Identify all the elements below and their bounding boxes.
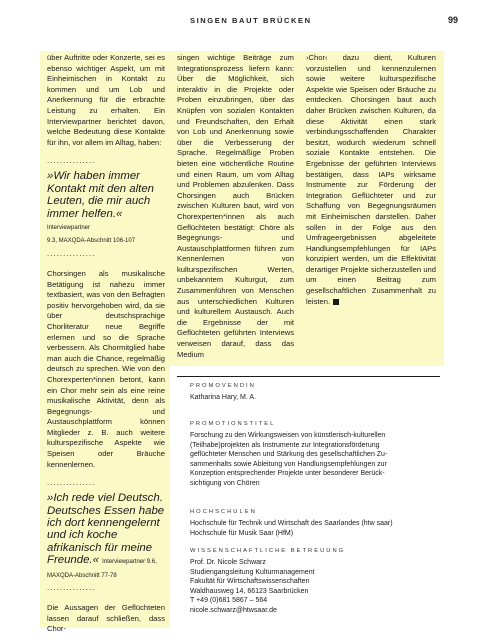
info-promovendin — [190, 383, 440, 403]
quote-text: »Wir haben immer Kontakt mit den alten Leuten, die mir auch immer helfen.« — [47, 170, 155, 220]
info-line: Forschung zu den Wirkungsweisen von künstlerisch-kulturellen — [190, 432, 386, 439]
info-label: PROMOTIONSTITEL — [190, 421, 276, 427]
info-line: Waldhausweg 14, 66123 Saarbrücken — [190, 587, 309, 595]
paragraph: Chorsingen als musikalische Betätigung ist nahezu immer textbasiert, was von den Befragten positiv hervorgehoben wird, da sie über deutschsprachige Chorliteratur neue Begriffe erlernen und so die Sprache verbessern. Als Chormitglied habe man auch die Chance, regelmäßig deutsch zu sprechen. Wie von den Chorexperten*innen betont, kann ein Chor mehr sein als eine reine musikalische Aktivität, denn als Begegnungs- und Austauschplattform können Mitglieder z. B. auch weitere kulturspezifische Aspekte wie Speisen oder Bräuche kennenlernen. — [47, 268, 165, 469]
page-number: 99 — [448, 15, 459, 25]
paragraph-text: ›Chor‹ dazu dient, Kulturen vorzustellen und kennenzulernen sowie weitere kulturspezifische Aspekte wie Speisen oder Bräuche zu entdecken. Chorsingen baut auch daher Brücken zwischen Kulturen, da diese Aktivität einen stark verbindungsschaffenden Charakter besitzt, wodurch wiederum schnell soziale Kontakte entstehen. Die Ergebnisse der geführten Interviews bestätigen, dass IAPs wirksame Instrumente zur Förderung der Integration Geflüchteter und zur Schaffung von Begegnungsräumen mit Einheimischen darstellen. Daher sollen in der Folge aus den Umfrageergebnissen abgeleitete Handlungsempfehlungen für IAPs konzipiert werden, um die Effektivität derartiger Projekte sicherzustellen und um einen Beitrag zum gesellschaftlichen Zusammenhalt zu leisten. — [306, 53, 436, 306]
quote-source: MAXQDA-Abschnitt 77-78 — [47, 572, 117, 579]
info-label: PROMOVENDIN — [190, 383, 256, 389]
info-line: geflüchteter Menschen und Stärkung des gesellschaftlichen Zu- — [190, 451, 388, 459]
running-title: SINGEN BAUT BRÜCKEN — [190, 16, 312, 25]
info-line: T +49 (0)681 5867 – 564 — [190, 597, 268, 605]
quote-source: Interviewpartner — [47, 224, 91, 231]
divider-line — [177, 376, 440, 377]
info-value: Katharina Hary, M. A. — [190, 394, 257, 401]
paragraph: Die Aussagen der Geflüchteten lassen darauf schließen, dass Chor- — [47, 603, 165, 634]
info-hochschulen — [190, 509, 440, 538]
info-value — [190, 519, 440, 538]
paragraph — [306, 53, 436, 307]
paragraph: über Auftritte oder Konzerte, sei es ebenso wichtiger Aspekt, um mit Einheimischen in Kontakt zu kommen und um Lob und Anerkennung für die erbrachte Leistung zu erhalten. Ein Interviewpartner berichtet davon, welche Bedeutung diese Kontakte für ihn, vor allem im Alltag, haben: — [47, 53, 165, 147]
info-line: Prof. Dr. Nicole Schwarz — [190, 559, 266, 566]
end-mark-icon — [333, 299, 339, 305]
page-header — [0, 16, 480, 34]
dotted-separator: ............... — [47, 248, 96, 258]
info-promotionstitel — [190, 421, 440, 489]
info-line: (Teilhabe)projekten als Instrumente zur Integrationsförderung — [190, 441, 380, 449]
text-column-3 — [306, 53, 436, 307]
info-betreuung — [190, 548, 440, 616]
info-line: sammenhalts sowie Ableitung von Handlungsempfehlungen zur — [190, 460, 387, 468]
info-value — [190, 431, 440, 489]
info-line: Hochschule für Technik und Wirtschaft des Saarlandes (htw saar) — [190, 520, 393, 527]
dotted-separator: ............... — [47, 156, 96, 166]
info-line: Hochschule für Musik Saar (HfM) — [190, 529, 294, 537]
info-line: Konzeption entsprechender Projekte unter besonderer Berück- — [190, 470, 385, 478]
pull-quote — [47, 170, 165, 234]
dotted-separator: ............... — [47, 478, 96, 488]
info-value — [190, 558, 440, 616]
text-column-1 — [47, 53, 165, 635]
info-label: WISSENSCHAFTLICHE BETREUUNG — [190, 548, 346, 554]
quote-source: Interviewpartner 9.6, — [102, 559, 157, 566]
email-address[interactable]: nicole.schwarz@htwsaar.de — [190, 606, 277, 614]
info-label: HOCHSCHULEN — [190, 509, 257, 515]
quote-text: »Ich rede viel Deutsch. Deutsches Essen habe ich dort kennengelernt und ich koche afrikanisch für meine Freunde.« — [47, 492, 165, 567]
text-column-2 — [177, 53, 294, 360]
info-line: Studiengangsleitung Kulturmanagement — [190, 568, 315, 576]
quote-source: 9.3, MAXQDA-Abschnitt 106-107 — [47, 238, 136, 245]
info-line: sichtigung von Chören — [190, 479, 260, 487]
pull-quote — [47, 492, 165, 568]
info-line: Fakultät für Wirtschaftswissenschaften — [190, 578, 310, 586]
paragraph: singen wichtige Beiträge zum Integrationsprozess liefern kann: Über die Möglichkeit, sich interaktiv in die Projekte oder Proben einzubringen, über das Knüpfen von sozialen Kontakten und Freundschaften, den Erhalt von Lob und Anerkennung sowie über die Verbesserung der Sprache. Regelmäßige Proben bieten eine wöchentliche Routine und einen Raum, um vom Alltag und Problemen abzulenken. Dass Chorsingen auch Brücken zwischen Kulturen baut, wird von Chorexperten*innen als auch Geflüchteten bestätigt: Chöre als Begegnungs- und Austauschplattformen führen zum Kennenlernen von kulturspezifischen Werten, unbekanntem Kulturgut, zum Zusammenführen von Menschen aus unterschiedlichen Kulturen und kulturellem Austausch. Auch die Ergebnisse der mit Geflüchteten geführten Interviews verweisen darauf, dass das Medium — [177, 53, 294, 359]
dotted-separator: ............... — [47, 583, 96, 593]
